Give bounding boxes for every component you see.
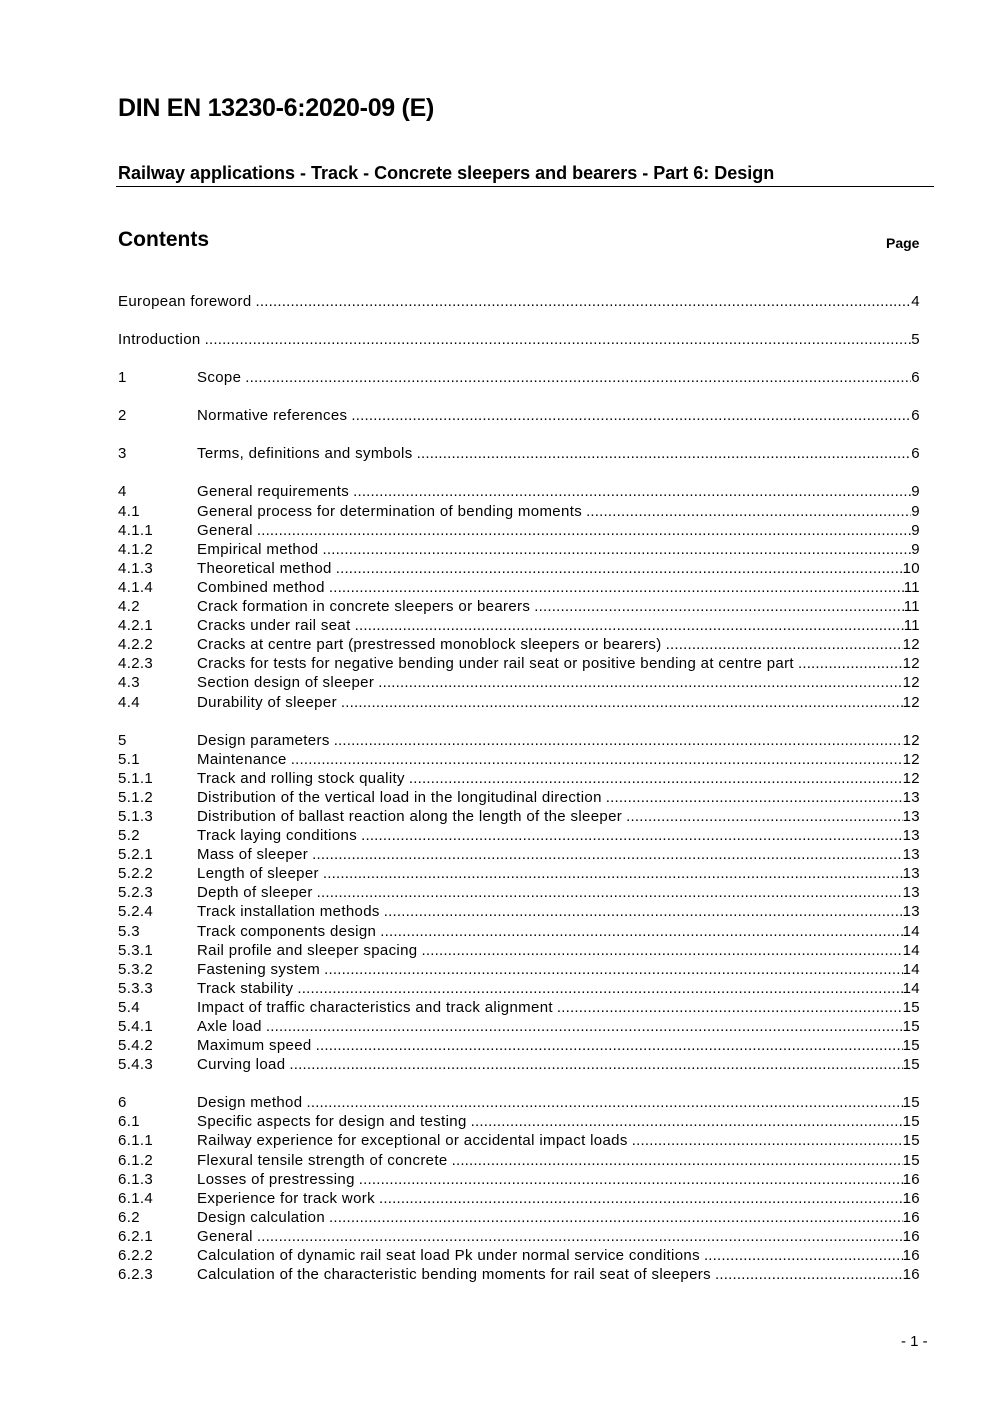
toc-dot-leader xyxy=(586,502,911,521)
toc-entry-title: Impact of traffic characteristics and track alignment xyxy=(197,998,553,1016)
document-id: DIN EN 13230-6:2020-09 (E) xyxy=(118,94,434,122)
toc-dot-leader xyxy=(704,1246,903,1265)
toc-entry-title: Losses of prestressing xyxy=(197,1170,355,1188)
toc-entry[interactable] xyxy=(118,1036,920,1055)
toc-dot-leader xyxy=(380,922,902,941)
toc-dot-leader xyxy=(379,1189,903,1208)
toc-entry[interactable] xyxy=(118,673,920,692)
toc-entry-number: 4.1 xyxy=(118,502,140,520)
toc-entry-title: Durability of sleeper xyxy=(197,693,337,711)
toc-entry-number: 4 xyxy=(118,483,127,501)
toc-dot-leader xyxy=(606,788,903,807)
toc-dot-leader xyxy=(289,1055,902,1074)
toc-entry-title: General process for determination of bending moments xyxy=(197,502,583,520)
toc-dot-leader xyxy=(384,902,903,921)
toc-entry-page: 10 xyxy=(902,559,920,577)
toc-entry[interactable] xyxy=(118,635,920,654)
toc-dot-leader xyxy=(666,635,903,654)
toc-entry[interactable] xyxy=(118,292,920,311)
toc-dot-leader xyxy=(257,521,911,540)
toc-entry-page: 5 xyxy=(911,331,920,349)
toc-entry-number: 6.2.2 xyxy=(118,1247,154,1265)
toc-entry-title: Rail profile and sleeper spacing xyxy=(197,941,418,959)
toc-entry-page: 14 xyxy=(902,922,920,940)
toc-dot-leader xyxy=(798,654,903,673)
toc-entry-number: 6.1.3 xyxy=(118,1170,154,1188)
toc-entry[interactable] xyxy=(118,998,920,1017)
toc-entry[interactable] xyxy=(118,521,920,540)
toc-entry-page: 9 xyxy=(911,483,920,501)
toc-entry-number: 6.1.4 xyxy=(118,1189,154,1207)
toc-dot-leader xyxy=(715,1265,903,1284)
toc-entry[interactable] xyxy=(118,330,920,349)
toc-dot-leader xyxy=(323,864,903,883)
toc-entry-page: 11 xyxy=(903,598,920,616)
toc-entry[interactable] xyxy=(118,1265,920,1284)
toc-entry-page: 13 xyxy=(902,827,920,845)
toc-entry[interactable] xyxy=(118,769,920,788)
toc-entry-page: 6 xyxy=(911,445,920,463)
toc-entry-page: 13 xyxy=(902,884,920,902)
toc-entry-title: General xyxy=(197,521,253,539)
toc-entry-page: 12 xyxy=(902,731,920,749)
toc-entry-number: 5.2 xyxy=(118,827,140,845)
toc-entry-title: Mass of sleeper xyxy=(197,846,309,864)
contents-heading: Contents xyxy=(118,228,209,251)
toc-entry-number: 2 xyxy=(118,407,127,425)
toc-entry-number: 3 xyxy=(118,445,127,463)
toc-entry-page: 15 xyxy=(902,1037,920,1055)
toc-dot-leader xyxy=(471,1112,903,1131)
toc-entry-title: Cracks at centre part (prestressed monoblock sleepers or bearers) xyxy=(197,636,662,654)
toc-dot-leader xyxy=(632,1131,903,1150)
toc-dot-leader xyxy=(334,731,903,750)
toc-entry-page: 14 xyxy=(902,979,920,997)
toc-entry[interactable] xyxy=(118,979,920,998)
toc-dot-leader xyxy=(245,368,911,387)
toc-entry[interactable] xyxy=(118,1151,920,1170)
toc-dot-leader xyxy=(626,807,902,826)
toc-entry-page: 15 xyxy=(902,1056,920,1074)
toc-dot-leader xyxy=(351,406,911,425)
toc-entry-number: 5.3.2 xyxy=(118,960,154,978)
toc-entry-page: 14 xyxy=(902,941,920,959)
document-subtitle: Railway applications - Track - Concrete sleepers and bearers - Part 6: Design xyxy=(118,163,775,183)
toc-dot-leader xyxy=(422,941,903,960)
table-of-contents xyxy=(118,292,920,1284)
toc-entry-number: 6.1.1 xyxy=(118,1132,154,1150)
toc-entry[interactable] xyxy=(118,1055,920,1074)
toc-entry-number: 5.3.1 xyxy=(118,941,154,959)
toc-entry-title: Normative references xyxy=(197,407,348,425)
toc-entry[interactable] xyxy=(118,922,920,941)
toc-entry-page: 12 xyxy=(902,655,920,673)
toc-entry[interactable] xyxy=(118,444,920,463)
toc-entry-number: 4.4 xyxy=(118,693,140,711)
toc-entry-number: 5.3 xyxy=(118,922,140,940)
toc-entry[interactable] xyxy=(118,883,920,902)
toc-entry[interactable] xyxy=(118,368,920,387)
toc-dot-leader xyxy=(353,482,911,501)
toc-entry-page: 6 xyxy=(911,369,920,387)
toc-entry-title: Empirical method xyxy=(197,540,319,558)
toc-entry[interactable] xyxy=(118,731,920,750)
toc-entry[interactable] xyxy=(118,540,920,559)
toc-entry[interactable] xyxy=(118,1112,920,1131)
toc-entry[interactable] xyxy=(118,902,920,921)
toc-entry-number: 4.2.1 xyxy=(118,617,154,635)
toc-entry[interactable] xyxy=(118,1189,920,1208)
toc-entry-number: 5.4.1 xyxy=(118,1018,154,1035)
toc-dot-leader xyxy=(452,1151,903,1170)
toc-entry-page: 12 xyxy=(902,693,920,711)
toc-entry-page: 15 xyxy=(902,1113,920,1131)
toc-entry-page: 13 xyxy=(902,788,920,806)
page-column-heading: Page xyxy=(886,235,920,251)
toc-entry[interactable] xyxy=(118,807,920,826)
toc-entry-page: 16 xyxy=(902,1189,920,1207)
toc-entry-number: 5.4.2 xyxy=(118,1037,154,1055)
toc-entry-title: Track laying conditions xyxy=(197,827,358,845)
toc-entry-page: 11 xyxy=(903,578,920,596)
toc-entry-page: 12 xyxy=(902,769,920,787)
toc-entry-number: 5.2.4 xyxy=(118,903,154,921)
toc-entry[interactable] xyxy=(118,1246,920,1265)
toc-entry-title: Scope xyxy=(197,369,242,387)
toc-entry-title: Track installation methods xyxy=(197,903,380,921)
toc-entry-title: Length of sleeper xyxy=(197,865,319,883)
toc-entry-number: 4.2 xyxy=(118,598,140,616)
toc-entry[interactable] xyxy=(118,559,920,578)
toc-entry-title: Depth of sleeper xyxy=(197,884,313,902)
toc-entry[interactable] xyxy=(118,960,920,979)
toc-entry-number: 4.1.4 xyxy=(118,578,154,596)
toc-entry[interactable] xyxy=(118,597,920,616)
toc-entry-number: 4.2.3 xyxy=(118,655,154,673)
toc-entry-number: 5.2.3 xyxy=(118,884,154,902)
toc-entry-page: 15 xyxy=(902,998,920,1016)
toc-entry-title: Cracks under rail seat xyxy=(197,617,351,635)
toc-entry-page: 15 xyxy=(902,1132,920,1150)
toc-entry-page: 12 xyxy=(902,674,920,692)
toc-entry-title: Experience for track work xyxy=(197,1189,375,1207)
toc-entry-page: 16 xyxy=(902,1227,920,1245)
toc-entry[interactable] xyxy=(118,502,920,521)
toc-dot-leader xyxy=(306,1093,902,1112)
toc-entry-page: 16 xyxy=(902,1170,920,1188)
toc-entry-title: European foreword xyxy=(118,293,252,310)
toc-entry-number: 6.2.1 xyxy=(118,1227,154,1245)
toc-entry-number: 5.1.1 xyxy=(118,769,154,787)
toc-entry-title: Combined method xyxy=(197,578,325,596)
toc-dot-leader xyxy=(355,616,904,635)
toc-entry[interactable] xyxy=(118,1131,920,1150)
toc-entry-number: 5.2.1 xyxy=(118,846,154,864)
toc-entry[interactable] xyxy=(118,1017,920,1036)
toc-dot-leader xyxy=(378,673,902,692)
toc-entry-number: 5.4.3 xyxy=(118,1056,154,1074)
toc-entry-title: Introduction xyxy=(118,331,201,349)
toc-entry-page: 16 xyxy=(902,1247,920,1265)
toc-entry-number: 4.3 xyxy=(118,674,140,692)
toc-entry[interactable] xyxy=(118,406,920,425)
toc-entry-title: Distribution of ballast reaction along the length of the sleeper xyxy=(197,807,623,825)
toc-entry-title: Cracks for tests for negative bending under rail seat or positive bending at centre part xyxy=(197,655,794,673)
toc-entry-page: 12 xyxy=(902,636,920,654)
toc-dot-leader xyxy=(317,883,903,902)
toc-dot-leader xyxy=(316,1036,903,1055)
toc-entry-page: 4 xyxy=(911,293,920,310)
toc-dot-leader xyxy=(557,998,903,1017)
toc-entry-number: 5.4 xyxy=(118,998,140,1016)
toc-dot-leader xyxy=(256,292,912,311)
toc-entry[interactable] xyxy=(118,1093,920,1112)
title-rule xyxy=(116,186,934,187)
toc-dot-leader xyxy=(324,960,902,979)
toc-entry-number: 4.1.3 xyxy=(118,559,154,577)
toc-entry-number: 6.2 xyxy=(118,1208,140,1226)
toc-entry-number: 5.1 xyxy=(118,750,140,768)
toc-entry-title: Design parameters xyxy=(197,731,330,749)
toc-entry-number: 6.2.3 xyxy=(118,1266,154,1284)
page-number: - 1 - xyxy=(901,1333,928,1350)
toc-entry-page: 15 xyxy=(902,1151,920,1169)
toc-entry-title: Fastening system xyxy=(197,960,321,978)
toc-entry-title: General requirements xyxy=(197,483,350,501)
toc-entry-page: 15 xyxy=(902,1018,920,1035)
toc-entry-title: Flexural tensile strength of concrete xyxy=(197,1151,448,1169)
toc-entry-number: 5 xyxy=(118,731,127,749)
toc-entry[interactable] xyxy=(118,864,920,883)
toc-entry-title: Design method xyxy=(197,1094,303,1112)
toc-entry-number: 4.2.2 xyxy=(118,636,154,654)
toc-entry-page: 12 xyxy=(902,750,920,768)
toc-dot-leader xyxy=(322,540,911,559)
toc-entry-title: Calculation of the characteristic bending moments for rail seat of sleepers xyxy=(197,1266,711,1284)
toc-entry[interactable] xyxy=(118,616,920,635)
toc-entry-title: Track and rolling stock quality xyxy=(197,769,405,787)
toc-entry-number: 6.1 xyxy=(118,1113,140,1131)
toc-dot-leader xyxy=(312,845,902,864)
toc-entry-page: 6 xyxy=(911,407,920,425)
toc-entry-number: 5.1.2 xyxy=(118,788,154,806)
toc-entry[interactable] xyxy=(118,1227,920,1246)
toc-entry-page: 9 xyxy=(911,502,920,520)
toc-entry-title: Crack formation in concrete sleepers or bearers xyxy=(197,598,531,616)
toc-entry[interactable] xyxy=(118,941,920,960)
toc-entry[interactable] xyxy=(118,845,920,864)
toc-dot-leader xyxy=(361,826,903,845)
toc-entry[interactable] xyxy=(118,482,920,501)
toc-entry-number: 4.1.2 xyxy=(118,540,154,558)
toc-dot-leader xyxy=(336,559,903,578)
toc-entry-title: Calculation of dynamic rail seat load Pk under normal service conditions xyxy=(197,1247,700,1265)
toc-entry-page: 9 xyxy=(911,540,920,558)
toc-dot-leader xyxy=(257,1227,903,1246)
toc-entry-title: Maximum speed xyxy=(197,1037,312,1055)
toc-entry-number: 6 xyxy=(118,1094,127,1112)
toc-entry-title: Maintenance xyxy=(197,750,287,768)
toc-entry[interactable] xyxy=(118,693,920,712)
toc-entry-title: Specific aspects for design and testing xyxy=(197,1113,467,1131)
toc-dot-leader xyxy=(291,750,903,769)
toc-entry-page: 13 xyxy=(902,865,920,883)
toc-dot-leader xyxy=(205,330,912,349)
toc-entry-page: 13 xyxy=(902,846,920,864)
toc-entry-title: Curving load xyxy=(197,1056,286,1074)
toc-entry-number: 5.2.2 xyxy=(118,865,154,883)
toc-dot-leader xyxy=(417,444,912,463)
toc-entry[interactable] xyxy=(118,654,920,673)
toc-entry-title: Theoretical method xyxy=(197,559,332,577)
toc-entry[interactable] xyxy=(118,1170,920,1189)
toc-entry-page: 13 xyxy=(902,903,920,921)
toc-entry-title: Track components design xyxy=(197,922,377,940)
toc-entry-number: 5.3.3 xyxy=(118,979,154,997)
toc-entry-page: 16 xyxy=(902,1208,920,1226)
toc-dot-leader xyxy=(341,693,903,712)
toc-entry[interactable] xyxy=(118,578,920,597)
toc-entry-number: 4.1.1 xyxy=(118,521,154,539)
toc-entry-title: Railway experience for exceptional or accidental impact loads xyxy=(197,1132,628,1150)
toc-entry-page: 15 xyxy=(902,1094,920,1112)
toc-entry-number: 6.1.2 xyxy=(118,1151,154,1169)
toc-entry-title: Terms, definitions and symbols xyxy=(197,445,413,463)
toc-entry-title: General xyxy=(197,1227,253,1245)
toc-entry-title: Axle load xyxy=(197,1018,262,1035)
toc-dot-leader xyxy=(359,1170,903,1189)
toc-entry-page: 13 xyxy=(902,807,920,825)
toc-dot-leader xyxy=(329,578,904,597)
toc-dot-leader xyxy=(266,1017,903,1036)
toc-dot-leader xyxy=(409,769,903,788)
toc-dot-leader xyxy=(297,979,902,998)
toc-entry-page: 11 xyxy=(903,617,920,635)
toc-entry-number: 1 xyxy=(118,369,127,387)
toc-entry-page: 14 xyxy=(902,960,920,978)
toc-dot-leader xyxy=(329,1208,903,1227)
toc-entry[interactable] xyxy=(118,788,920,807)
toc-entry[interactable] xyxy=(118,1208,920,1227)
toc-entry-title: Distribution of the vertical load in the longitudinal direction xyxy=(197,788,602,806)
toc-entry-number: 5.1.3 xyxy=(118,807,154,825)
toc-dot-leader xyxy=(534,597,903,616)
toc-entry-title: Design calculation xyxy=(197,1208,326,1226)
toc-entry-title: Section design of sleeper xyxy=(197,674,375,692)
toc-entry[interactable] xyxy=(118,750,920,769)
toc-entry[interactable] xyxy=(118,826,920,845)
toc-entry-title: Track stability xyxy=(197,979,294,997)
toc-entry-page: 16 xyxy=(902,1266,920,1284)
toc-entry-page: 9 xyxy=(911,521,920,539)
